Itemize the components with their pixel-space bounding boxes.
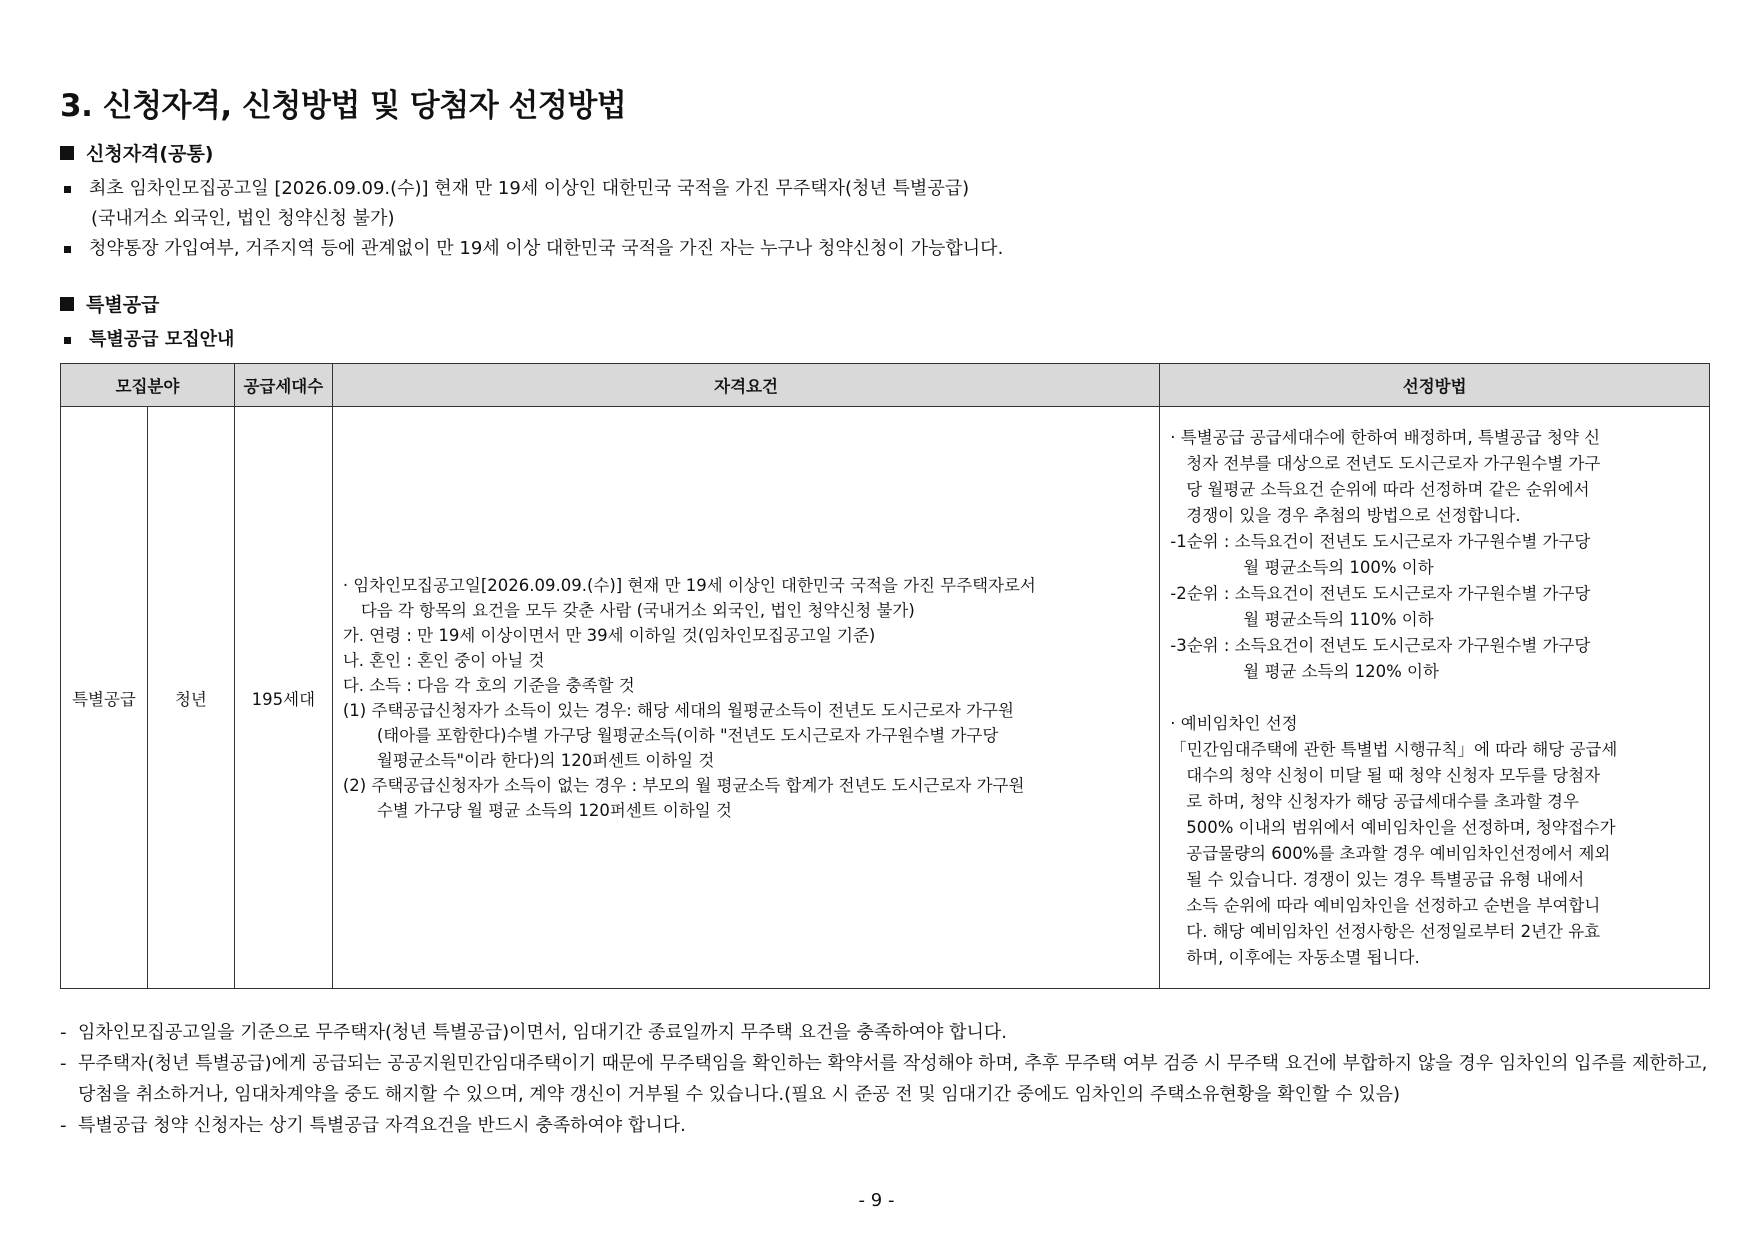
table-row [61,407,1710,989]
bullet-text: 청약통장 가입여부, 거주지역 등에 관계없이 만 19세 이상 대한민국 국적을 가진 자는 누구나 청약신청이 가능합니다. [89,238,1004,259]
req-line: 수별 가구당 월 평균 소득의 120퍼센트 이하일 것 [376,800,732,820]
page-number: - 9 - [858,1190,895,1211]
square-bullet-icon [60,146,74,160]
sel-line: -3순위 : 소득요건이 전년도 도시근로자 가구원수별 가구당 [1170,635,1591,655]
section-heading-eligibility [60,139,1710,166]
small-square-bullet-icon [64,337,71,344]
bullet-item [60,234,1710,264]
bullet-item [60,174,1710,204]
sel-line: 경쟁이 있을 경우 추첨의 방법으로 선정합니다. [1186,505,1521,525]
req-line: 다. 소득 : 다음 각 호의 기준을 충족할 것 [342,675,635,695]
sel-line: 다. 해당 예비임차인 선정사항은 선정일로부터 2년간 유효 [1186,921,1601,941]
sel-line: · 예비임차인 선정 [1170,713,1298,733]
req-line: 월평균소득"이라 한다)의 120퍼센트 이하일 것 [376,750,715,770]
section-heading-text: 신청자격(공통) [86,143,214,165]
sel-line: 대수의 청약 신청이 미달 될 때 청약 신청자 모두를 당첨자 [1186,765,1601,785]
sel-line: 월 평균소득의 110% 이하 [1243,609,1434,629]
sel-line: 월 평균소득의 100% 이하 [1243,557,1434,577]
sel-line: 당 월평균 소득요건 순위에 따라 선정하며 같은 순위에서 [1186,479,1590,499]
sel-line: · 특별공급 공급세대수에 한하여 배정하며, 특별공급 청약 신 [1170,427,1601,447]
note-dash: - [60,1053,67,1074]
note-item [60,1017,1710,1048]
sel-line: 청자 전부를 대상으로 전년도 도시근로자 가구원수별 가구 [1186,453,1601,473]
note-item [60,1048,1710,1110]
sel-line: -1순위 : 소득요건이 전년도 도시근로자 가구원수별 가구당 [1170,531,1591,551]
note-text: 임차인모집공고일을 기준으로 무주택자(청년 특별공급)이면서, 임대기간 종료일까지 무주택 요건을 충족하여야 합니다. [78,1022,1007,1043]
notes-list [60,1017,1710,1141]
sel-line: -2순위 : 소득요건이 전년도 도시근로자 가구원수별 가구당 [1170,583,1591,603]
cell-category: 특별공급 [61,407,148,989]
page-title: 3. 신청자격, 신청방법 및 당첨자 선정방법 [60,88,627,124]
req-line: · 임차인모집공고일[2026.09.09.(수)] 현재 만 19세 이상인 대한민국 국적을 가진 무주택자로서 [342,575,1036,595]
section-heading-text: 특별공급 [86,294,160,316]
cell-units: 195세대 [234,407,332,989]
note-text: 무주택자(청년 특별공급)에게 공급되는 공공지원민간임대주택이기 때문에 무주택임을 확인하는 확약서를 작성해야 하며, 추후 무주택 여부 검증 시 무주택 요건에 부합하지 않을 경우 임차인의 입주를 제한하고, 당첨을 취소하거나, 임대차계약을 중도 해지할 수 있으며, 계약 갱신이 거부될 수 있습니다.(필요 시 준공 전 및 임대기간 중에도 임차인의 주택소유현황을 확인할 수 있음) [78,1053,1708,1105]
header-selection: 선정방법 [1160,364,1710,407]
bullet-continuation: (국내거소 외국인, 법인 청약신청 불가) [91,208,395,229]
note-text: 특별공급 청약 신청자는 상기 특별공급 자격요건을 반드시 충족하여야 합니다. [78,1115,686,1136]
subsection-heading-text: 특별공급 모집안내 [89,329,235,350]
header-units: 공급세대수 [234,364,332,407]
req-line: 다음 각 항목의 요건을 모두 갖춘 사람 (국내거소 외국인, 법인 청약신청 불가) [360,600,915,620]
small-square-bullet-icon [64,246,71,253]
header-requirements: 자격요건 [332,364,1159,407]
note-item [60,1110,1710,1141]
sel-line: 소득 순위에 따라 예비임차인을 선정하고 순번을 부여합니 [1186,895,1601,915]
section-heading-special-supply [60,290,1710,317]
cell-selection [1160,407,1710,989]
cell-requirements [332,407,1159,989]
sel-line: 될 수 있습니다. 경쟁이 있는 경우 특별공급 유형 내에서 [1186,869,1585,889]
cell-subcategory: 청년 [147,407,234,989]
sel-line: 하며, 이후에는 자동소멸 됩니다. [1186,947,1420,967]
document-page [60,80,1710,1141]
sel-line: 공급물량의 600%를 초과할 경우 예비임차인선정에서 제외 [1186,843,1611,863]
sel-line: 로 하며, 청약 신청자가 해당 공급세대수를 초과할 경우 [1186,791,1579,811]
subsection-heading [60,325,1710,355]
header-category: 모집분야 [61,364,235,407]
note-dash: - [60,1115,67,1136]
bullet-text: 최초 임차인모집공고일 [2026.09.09.(수)] 현재 만 19세 이상인 대한민국 국적을 가진 무주택자(청년 특별공급) [89,178,970,199]
sel-line: 「민간임대주택에 관한 특별법 시행규칙」에 따라 해당 공급세 [1170,739,1618,759]
note-dash: - [60,1022,67,1043]
sel-line: 500% 이내의 범위에서 예비임차인을 선정하며, 청약접수가 [1186,817,1616,837]
req-line: (태아를 포함한다)수별 가구당 월평균소득(이하 "전년도 도시근로자 가구원수별 가구당 [376,725,999,745]
square-bullet-icon [60,297,74,311]
req-line: 나. 혼인 : 혼인 중이 아닐 것 [342,650,545,670]
req-line: 가. 연령 : 만 19세 이상이면서 만 39세 이하일 것(임차인모집공고일 기준) [342,625,876,645]
small-square-bullet-icon [64,186,71,193]
req-line: (1) 주택공급신청자가 소득이 있는 경우: 해당 세대의 월평균소득이 전년도 도시근로자 가구원 [342,700,1014,720]
sel-line: 월 평균 소득의 120% 이하 [1243,661,1439,681]
req-line: (2) 주택공급신청자가 소득이 없는 경우 : 부모의 월 평균소득 합계가 전년도 도시근로자 가구원 [342,775,1025,795]
special-supply-table [60,363,1710,989]
table-header-row [61,364,1710,407]
